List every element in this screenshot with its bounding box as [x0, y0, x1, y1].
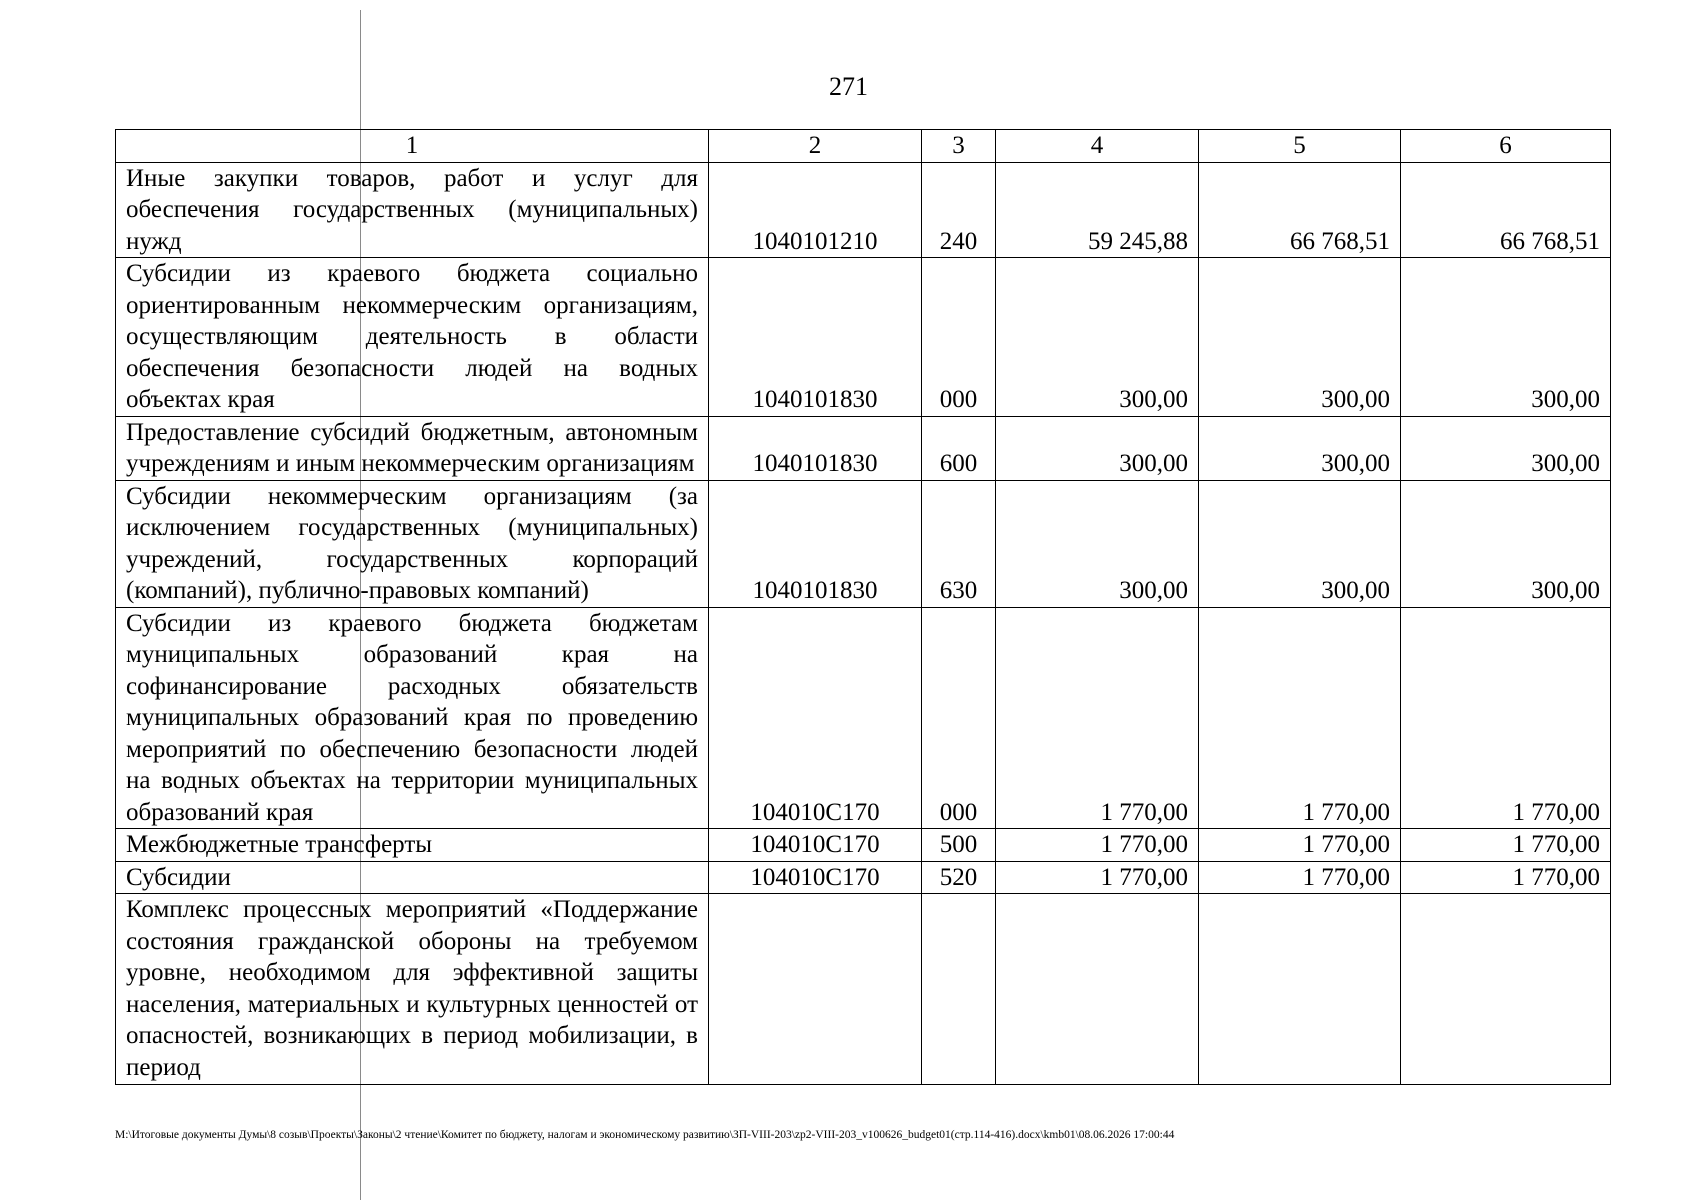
row-value-col6: 300,00 [1401, 416, 1611, 480]
row-value-col6: 1 770,00 [1401, 861, 1611, 894]
row-value-col5: 300,00 [1199, 416, 1401, 480]
row-value-col4 [996, 894, 1199, 1085]
row-value-col5: 1 770,00 [1199, 861, 1401, 894]
row-value-col5: 1 770,00 [1199, 607, 1401, 829]
file-path-footer: M:\Итоговые документы Думы\8 созыв\Проекты\Законы\2 чтение\Комитет по бюджету, налогам и экономическому развитию\ЗП-VIII-203\zp2-VIII-203_v100626_budget01(стр.114-416).docx\kmb01\08.06.2026 17:00:44 [115, 1129, 1175, 1141]
table-row [116, 258, 1611, 417]
row-value-col4: 300,00 [996, 416, 1199, 480]
row-name: Предоставление субсидий бюджетным, автономным учреждениям и иным некоммерческим организациям [116, 416, 709, 480]
row-code [709, 894, 922, 1085]
row-expense-type: 000 [922, 607, 996, 829]
row-name: Субсидии из краевого бюджета социально ориентированным некоммерческим организациям, осуществляющим деятельность в области обеспечения безопасности людей на водных объектах края [116, 258, 709, 417]
budget-table [115, 129, 1611, 1085]
row-expense-type: 000 [922, 258, 996, 417]
row-name: Межбюджетные трансферты [116, 829, 709, 862]
row-expense-type: 630 [922, 480, 996, 607]
row-name: Субсидии из краевого бюджета бюджетам муниципальных образований края на софинансирование расходных обязательств муниципальных образований края по проведению мероприятий по обеспечению безопасности людей на водных объектах на территории муниципальных образований края [116, 607, 709, 829]
row-code: 1040101210 [709, 162, 922, 258]
row-expense-type: 240 [922, 162, 996, 258]
row-name: Иные закупки товаров, работ и услуг для обеспечения государственных (муниципальных) нужд [116, 162, 709, 258]
table-row [116, 894, 1611, 1085]
column-header: 3 [922, 130, 996, 163]
row-value-col4: 300,00 [996, 258, 1199, 417]
table-row [116, 607, 1611, 829]
row-value-col4: 59 245,88 [996, 162, 1199, 258]
row-expense-type: 600 [922, 416, 996, 480]
row-value-col5: 66 768,51 [1199, 162, 1401, 258]
page-number: 271 [829, 72, 868, 101]
column-header: 2 [709, 130, 922, 163]
column-header: 1 [116, 130, 709, 163]
row-expense-type: 520 [922, 861, 996, 894]
row-code: 104010С170 [709, 829, 922, 862]
row-value-col5 [1199, 894, 1401, 1085]
row-value-col5: 300,00 [1199, 258, 1401, 417]
row-name: Комплекс процессных мероприятий «Поддержание состояния гражданской обороны на требуемом уровне, необходимом для эффективной защиты населения, материальных и культурных ценностей от опасностей, возникающих в период мобилизации, в период [116, 894, 709, 1085]
row-name: Субсидии некоммерческим организациям (за исключением государственных (муниципальных) учреждений, государственных корпораций (компаний), публично-правовых компаний) [116, 480, 709, 607]
row-code: 1040101830 [709, 416, 922, 480]
row-name: Субсидии [116, 861, 709, 894]
row-value-col5: 1 770,00 [1199, 829, 1401, 862]
row-value-col4: 1 770,00 [996, 829, 1199, 862]
row-value-col6: 1 770,00 [1401, 607, 1611, 829]
row-value-col4: 1 770,00 [996, 607, 1199, 829]
row-value-col6: 300,00 [1401, 480, 1611, 607]
row-value-col6: 66 768,51 [1401, 162, 1611, 258]
row-code: 104010С170 [709, 861, 922, 894]
column-header: 4 [996, 130, 1199, 163]
row-expense-type [922, 894, 996, 1085]
row-value-col6: 1 770,00 [1401, 829, 1611, 862]
table-header-row [116, 130, 1611, 163]
table-row [116, 416, 1611, 480]
row-expense-type: 500 [922, 829, 996, 862]
column-header: 5 [1199, 130, 1401, 163]
row-value-col4: 300,00 [996, 480, 1199, 607]
row-value-col5: 300,00 [1199, 480, 1401, 607]
table-row [116, 480, 1611, 607]
row-value-col6: 300,00 [1401, 258, 1611, 417]
row-value-col6 [1401, 894, 1611, 1085]
row-code: 104010С170 [709, 607, 922, 829]
table-row [116, 162, 1611, 258]
row-value-col4: 1 770,00 [996, 861, 1199, 894]
row-code: 1040101830 [709, 480, 922, 607]
column-header: 6 [1401, 130, 1611, 163]
row-code: 1040101830 [709, 258, 922, 417]
table-row [116, 861, 1611, 894]
table-row [116, 829, 1611, 862]
